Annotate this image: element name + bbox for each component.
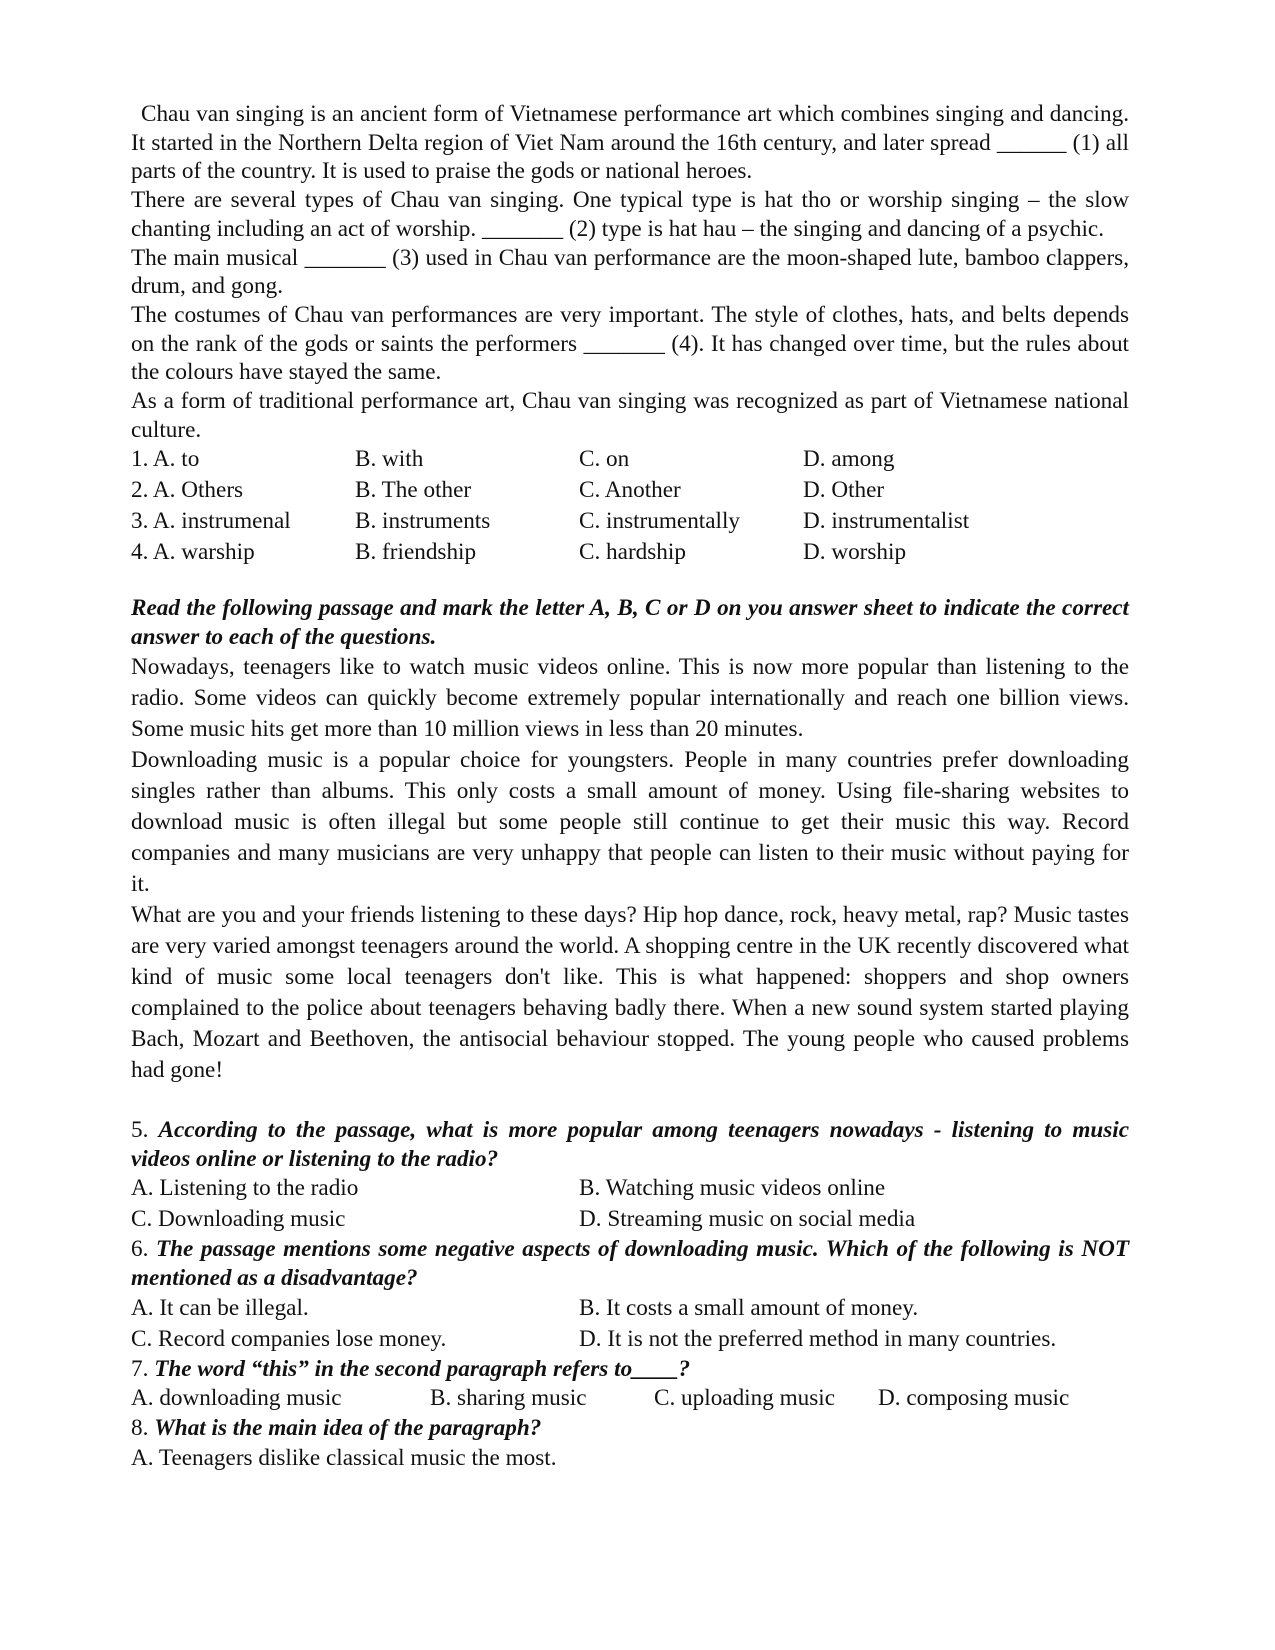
question-stem [131, 1116, 1129, 1173]
option: D. worship [803, 539, 907, 566]
passage-music [131, 652, 1129, 1086]
passage1-paragraph: There are several types of Chau van singing. One typical type is hat tho or worship singing – the slow chanting including an act of worship. _______ (2) type is hat hau – the singing and dancing of a psychic. [131, 187, 1129, 242]
option: B. Watching music videos online [579, 1175, 886, 1202]
option: A. Teenagers dislike classical music the most. [131, 1445, 557, 1472]
option: C. hardship [579, 539, 686, 566]
question-number: 6. [131, 1236, 149, 1263]
question-stem [131, 1414, 1129, 1443]
option: B. It costs a small amount of money. [579, 1294, 919, 1321]
option: C. Downloading music [131, 1206, 346, 1233]
option: B. instruments [355, 508, 491, 535]
option: A. downloading music [131, 1385, 342, 1412]
option: B. The other [355, 477, 472, 504]
option: C. Record companies lose money. [131, 1325, 447, 1352]
question-options-row [131, 1204, 1129, 1235]
question-options-row [131, 1173, 1129, 1204]
option: D. It is not the preferred method in many countries. [579, 1325, 1057, 1352]
option: B. sharing music [430, 1385, 587, 1412]
option: 2. A. Others [131, 477, 244, 504]
question-options-row [131, 475, 1129, 506]
option: 4. A. warship [131, 539, 255, 566]
option: C. Another [579, 477, 681, 504]
question-options-row [131, 1293, 1129, 1324]
option: 1. A. to [131, 446, 200, 473]
question-options-row [131, 1383, 1129, 1414]
section-spacer [131, 1086, 1129, 1116]
passage1-paragraph: The costumes of Chau van performances are very important. The style of clothes, hats, and belts depends on the rank of the gods or saints the performers _______ (4). It has changed over time, but the rules about the colours have stayed the same. [131, 301, 1129, 386]
question-number: 7. [131, 1355, 149, 1382]
passage2-paragraph: Nowadays, teenagers like to watch music videos online. This is now more popular than listening to the radio. Some videos can quickly become extremely popular internationally and reach one billion views. Some music hits get more than 10 million views in less than 20 minutes. [131, 653, 1129, 742]
question-options-row [131, 1324, 1129, 1355]
question-stem [131, 1235, 1129, 1292]
option: A. It can be illegal. [131, 1294, 309, 1321]
section-instruction: Read the following passage and mark the letter A, B, C or D on you answer sheet to indicate the correct answer to each of the questions. [131, 595, 1129, 651]
option: C. uploading music [654, 1385, 835, 1412]
question-number: 8. [131, 1415, 149, 1442]
option: D. instrumentalist [803, 508, 970, 535]
passage1-paragraph: As a form of traditional performance art, Chau van singing was recognized as part of Vietnamese national culture. [131, 388, 1129, 443]
passage2-paragraph: Downloading music is a popular choice for youngsters. People in many countries prefer downloading singles rather than albums. This only costs a small amount of money. Using file-sharing websites to download music is often illegal but some people still continue to get their music this way. Record companies and many musicians are very unhappy that people can listen to their music without paying for it. [131, 746, 1129, 897]
question-stem [131, 1355, 1129, 1384]
question-text: What is the main idea of the paragraph? [154, 1415, 542, 1442]
option: D. Other [803, 477, 885, 504]
option: C. on [579, 446, 630, 473]
question-text: According to the passage, what is more popular among teenagers nowadays - listening to music videos online or listening to the radio? [131, 1116, 1130, 1172]
document-page [131, 100, 1129, 1474]
option: B. friendship [355, 539, 477, 566]
question-options-row [131, 444, 1129, 475]
question-options-row [131, 537, 1129, 568]
option: A. Listening to the radio [131, 1175, 359, 1202]
question-number: 5. [131, 1116, 149, 1143]
cloze-options [131, 444, 1129, 568]
section-spacer [131, 568, 1129, 594]
passage1-paragraph: Chau van singing is an ancient form of Vietnamese performance art which combines singing and dancing. It started in the Northern Delta region of Viet Nam around the 16th century, and later spread ______ (1) all parts of the country. It is used to praise the gods or national heroes. [131, 101, 1129, 185]
option: D. Streaming music on social media [579, 1206, 916, 1233]
option: 3. A. instrumenal [131, 508, 291, 535]
passage-chau-van [131, 100, 1129, 444]
option: D. among [803, 446, 895, 473]
passage2-paragraph: What are you and your friends listening to these days? Hip hop dance, rock, heavy metal, rap? Music tastes are very varied amongst teenagers around the world. A shopping centre in the UK recently discovered what kind of music some local teenagers don't like. This is what happened: shoppers and shop owners complained to the police about teenagers behaving badly there. When a new sound system started playing Bach, Mozart and Beethoven, the antisocial behaviour stopped. The young people who caused problems had gone! [131, 901, 1129, 1083]
option: C. instrumentally [579, 508, 741, 535]
option: B. with [355, 446, 424, 473]
question-text: The passage mentions some negative aspects of downloading music. Which of the following is NOT mentioned as a disadvantage? [131, 1236, 1129, 1291]
question-text: The word “this” in the second paragraph refers to____? [154, 1355, 691, 1382]
option: D. composing music [878, 1385, 1070, 1412]
passage1-paragraph: The main musical _______ (3) used in Chau van performance are the moon-shaped lute, bamboo clappers, drum, and gong. [131, 244, 1129, 300]
question-options-row [131, 506, 1129, 537]
